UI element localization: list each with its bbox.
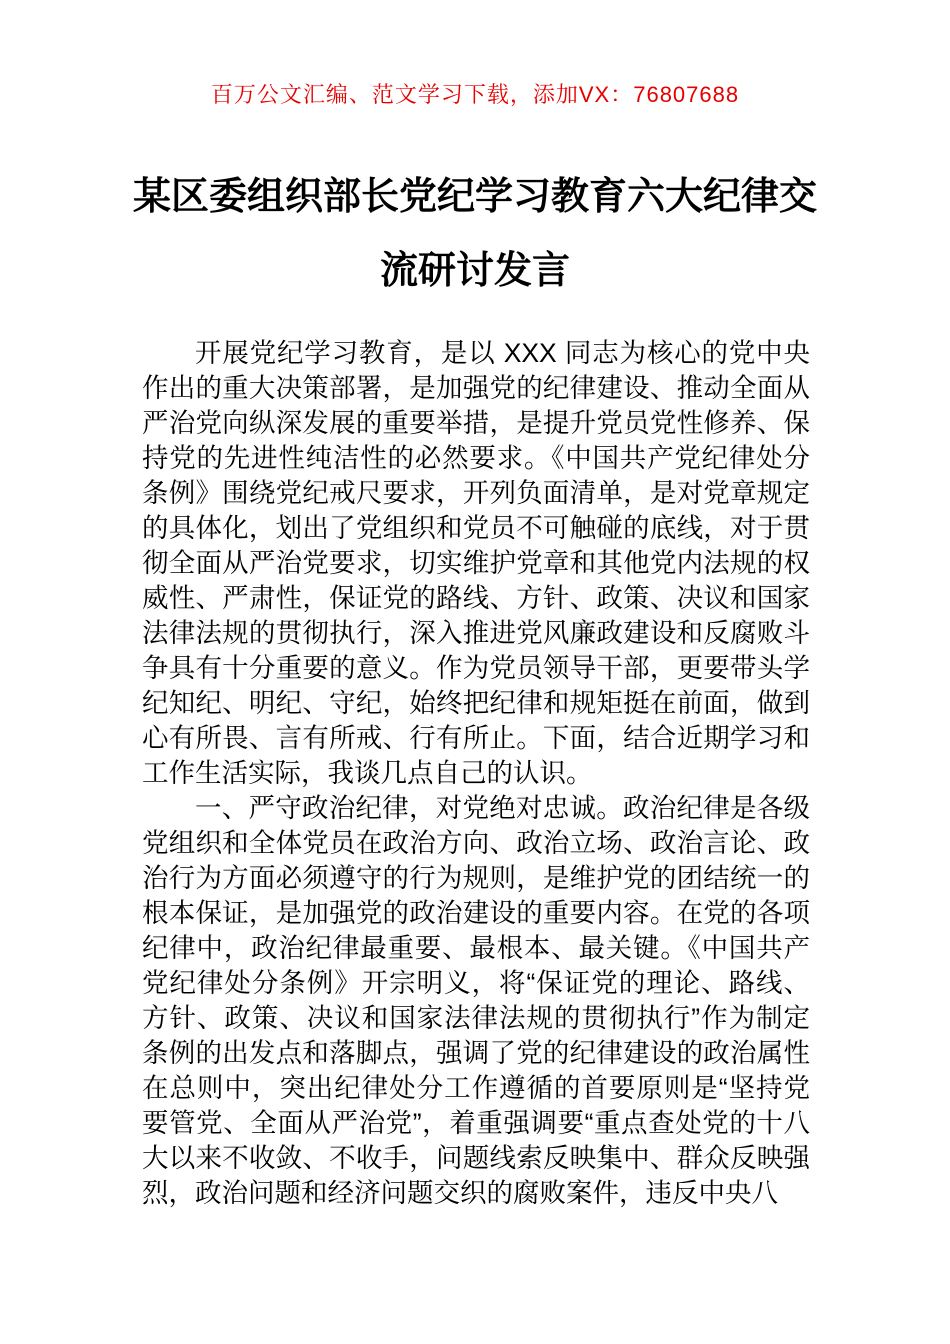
- paragraph-section-one: 一、严守政治纪律，对党绝对忠诚。政治纪律是各级党组织和全体党员在政治方向、政治立场、政治言论、政治行为方面必须遵守的行为规则，是维护党的团结统一的根本保证，是加强党的政治建设的重要内容。在党的各项纪律中，政治纪律最重要、最根本、最关键。《中国共产党纪律处分条例》开宗明义，将“保证党的理论、路线、方针、政策、决议和国家法律法规的贯彻执行”作为制定条例的出发点和落脚点，强调了党的纪律建设的政治属性在总则中，突出纪律处分工作遵循的首要原则是“坚持党要管党、全面从严治党”，着重强调要“重点查处党的十八大以来不收敛、不收手，问题线索反映集中、群众反映强烈，政治问题和经济问题交织的腐败案件，违反中央八: [142, 793, 810, 1208]
- paragraph-intro: 开展党纪学习教育，是以 XXX 同志为核心的党中央作出的重大决策部署，是加强党的纪律建设、推动全面从严治党向纵深发展的重要举措，是提升党员党性修养、保持党的先进性纯洁性的必然要求。《中国共产党纪律处分条例》围绕党纪戒尺要求，开列负面清单，是对党章规定的具体化，划出了党组织和党员不可触碰的底线，对于贯彻全面从严治党要求，切实维护党章和其他党内法规的权威性、严肃性，保证党的路线、方针、政策、决议和国家法律法规的贯彻执行，深入推进党风廉政建设和反腐败斗争具有十分重要的意义。作为党员领导干部，更要带头学纪知纪、明纪、守纪，始终把纪律和规矩挺在前面，做到心有所畏、言有所戒、行有所止。下面，结合近期学习和工作生活实际，我谈几点自己的认识。: [142, 338, 810, 788]
- header-notice: 百万公文汇编、范文学习下载，添加VX：76807688: [210, 82, 740, 107]
- document-body: [142, 336, 810, 1211]
- document-title: 某区委组织部长党纪学习教育六大纪律交流研讨发言: [132, 176, 817, 292]
